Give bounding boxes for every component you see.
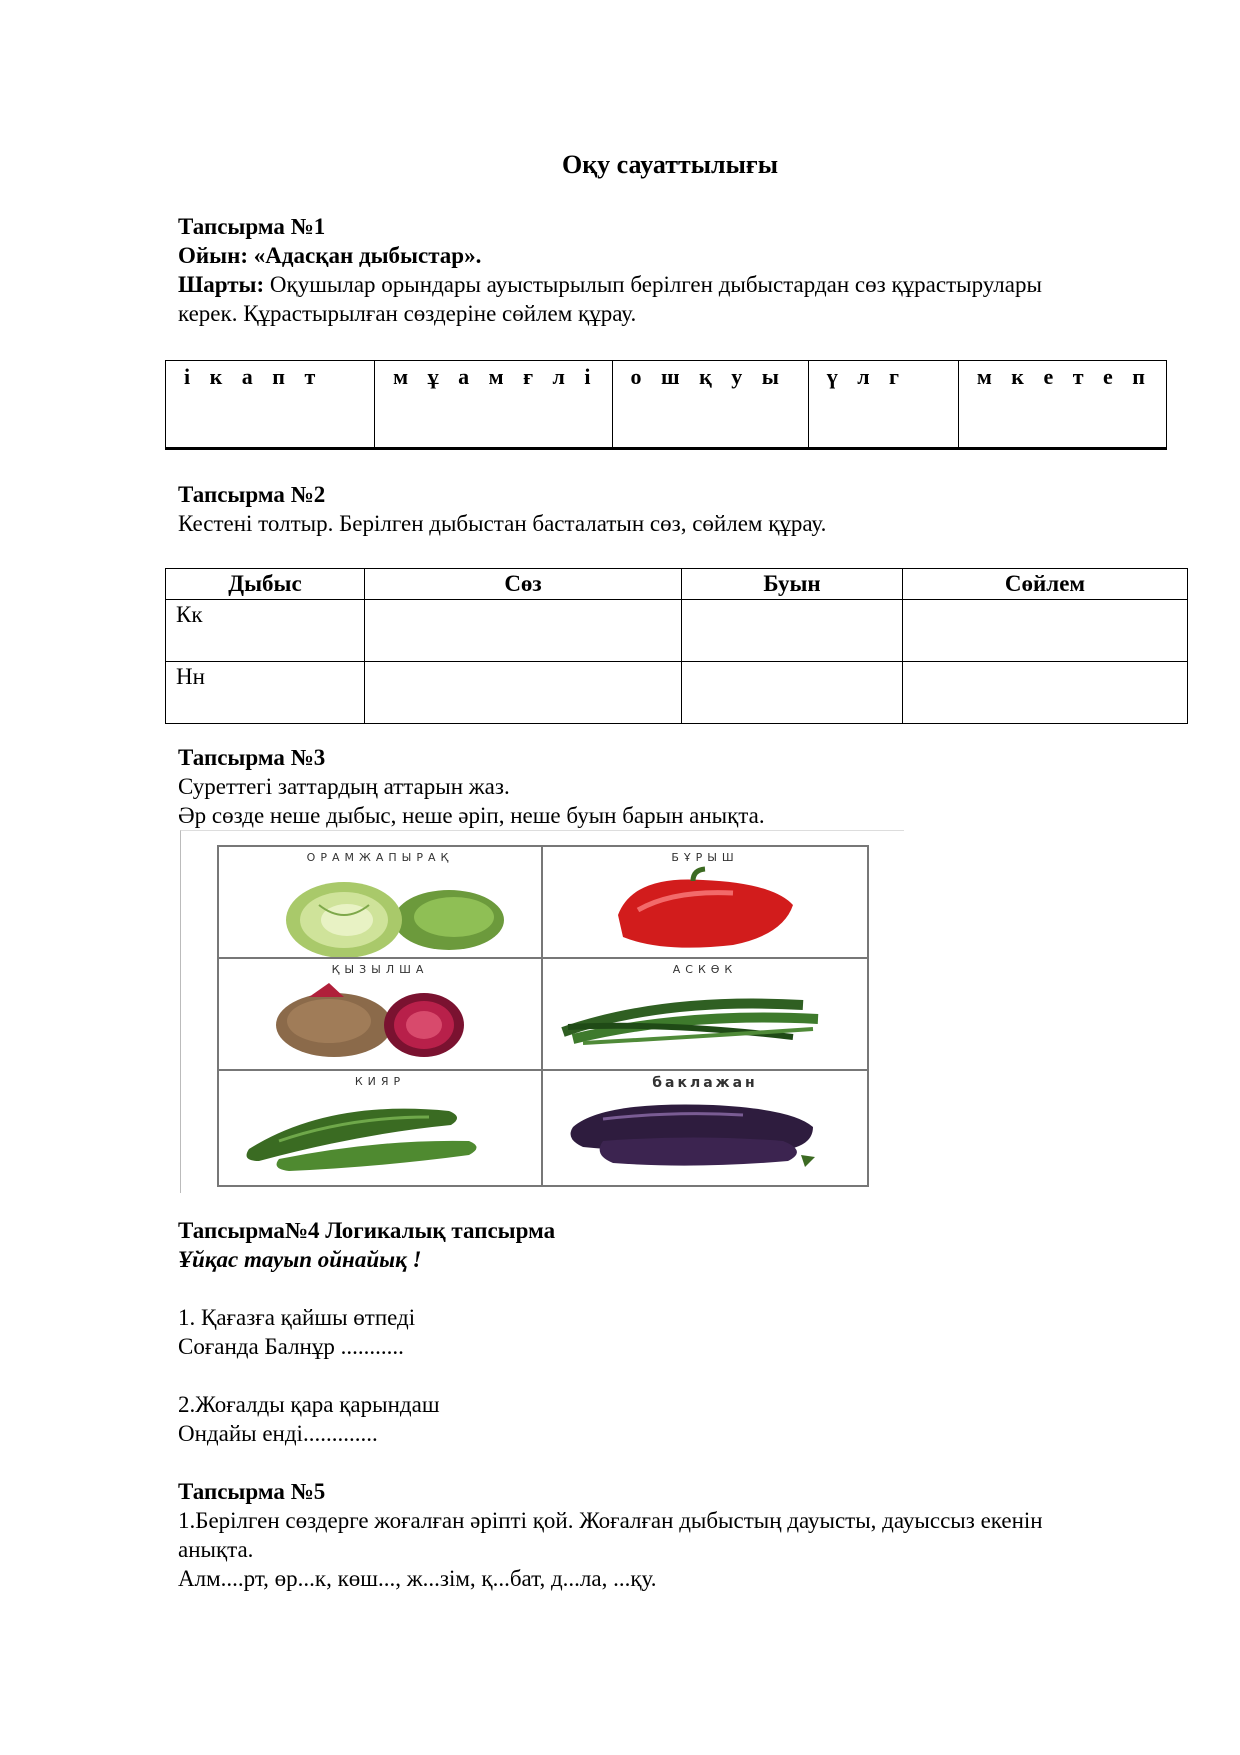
task5-line3: Алм....рт, өр...к, көш..., ж...зім, қ...бат, д...ла, ...қу. bbox=[178, 1566, 657, 1591]
picture-cell-beet bbox=[219, 959, 543, 1071]
task5-heading: Тапсырма №5 bbox=[178, 1479, 326, 1504]
task2-table bbox=[165, 568, 1188, 724]
syllable-cell[interactable] bbox=[682, 600, 903, 662]
word-cell[interactable] bbox=[365, 662, 682, 724]
syllable-cell[interactable] bbox=[682, 662, 903, 724]
riddle-1-line-2: Соғанда Балнұр ........... bbox=[178, 1334, 404, 1359]
table-header-row bbox=[166, 569, 1188, 600]
picture-label: АСКӨК bbox=[672, 963, 738, 976]
picture-label: баклажан bbox=[652, 1075, 758, 1091]
picture-cell-pepper bbox=[543, 847, 867, 959]
task1-cell[interactable]: і к а п т bbox=[166, 361, 375, 449]
task1-cell[interactable]: ү л г bbox=[808, 361, 958, 449]
table-row bbox=[166, 662, 1188, 724]
column-header: Буын bbox=[682, 569, 903, 600]
vegetable-picture bbox=[180, 830, 904, 1193]
table-row bbox=[166, 600, 1188, 662]
picture-cell-cabbage bbox=[219, 847, 543, 959]
picture-grid bbox=[217, 845, 869, 1187]
task3-line1: Суреттегі заттардың аттарын жаз. bbox=[178, 774, 510, 799]
task3-heading: Тапсырма №3 bbox=[178, 745, 326, 770]
task1-cond-line2: керек. Құрастырылған сөздеріне сөйлем құрау. bbox=[178, 301, 637, 326]
sound-cell: Кк bbox=[166, 600, 365, 662]
task1-cell[interactable]: м ұ а м ғ л і bbox=[375, 361, 612, 449]
task2-text: Кестені толтыр. Берілген дыбыстан басталатын сөз, сөйлем құрау. bbox=[178, 511, 827, 536]
word-cell[interactable] bbox=[365, 600, 682, 662]
task1-cell[interactable]: о ш қ у ы bbox=[612, 361, 808, 449]
riddle-1-line-1: 1. Қағазға қайшы өтпеді bbox=[178, 1305, 416, 1330]
sentence-cell[interactable] bbox=[903, 600, 1188, 662]
picture-label: КИЯР bbox=[354, 1075, 406, 1088]
beet-icon bbox=[219, 977, 543, 1069]
column-header: Дыбыс bbox=[166, 569, 365, 600]
picture-label: БҰРЫШ bbox=[671, 851, 739, 864]
task3-line2: Әр сөзде неше дыбыс, неше әріп, неше буын барын анықта. bbox=[178, 803, 765, 828]
cucumber-icon bbox=[219, 1089, 543, 1181]
sentence-cell[interactable] bbox=[903, 662, 1188, 724]
column-header: Сөйлем bbox=[903, 569, 1188, 600]
pepper-icon bbox=[543, 865, 867, 957]
page-title: Оқу сауаттылығы bbox=[561, 150, 779, 179]
eggplant-icon bbox=[543, 1089, 867, 1181]
picture-label: ҚЫЗЫЛША bbox=[331, 963, 429, 976]
sound-cell: Нн bbox=[166, 662, 365, 724]
task1-condition bbox=[178, 270, 1042, 299]
task4-subtitle: Ұйқас тауып ойнайық ! bbox=[178, 1247, 422, 1272]
task1-cond-label: Шарты: bbox=[178, 272, 265, 297]
task1-table bbox=[165, 360, 1167, 450]
picture-cell-dill bbox=[543, 959, 867, 1071]
task2-heading: Тапсырма №2 bbox=[178, 482, 326, 507]
task1-game: Ойын: «Адасқан дыбыстар». bbox=[178, 243, 482, 268]
picture-label: ОРАМЖАПЫРАҚ bbox=[306, 851, 454, 864]
task1-cell[interactable]: м к е т е п bbox=[958, 361, 1166, 449]
riddle-2-line-1: 2.Жоғалды қара қарындаш bbox=[178, 1392, 440, 1417]
dill-icon bbox=[543, 977, 867, 1069]
cabbage-icon bbox=[219, 865, 543, 957]
task5-line2: анықта. bbox=[178, 1537, 254, 1562]
task5-line1: 1.Берілген сөздерге жоғалған әріпті қой. Жоғалған дыбыстың дауысты, дауыссыз екенін bbox=[178, 1508, 1043, 1533]
riddle-2-line-2: Ондайы енді............. bbox=[178, 1421, 378, 1446]
picture-cell-eggplant bbox=[543, 1071, 867, 1185]
task1-cond-line1: Оқушылар орындары ауыстырылып берілген дыбыстардан сөз құрастырулары bbox=[264, 272, 1042, 297]
task1-heading: Тапсырма №1 bbox=[178, 214, 326, 239]
task4-heading: Тапсырма№4 Логикалық тапсырма bbox=[178, 1218, 556, 1243]
picture-cell-cucumber bbox=[219, 1071, 543, 1185]
column-header: Сөз bbox=[365, 569, 682, 600]
